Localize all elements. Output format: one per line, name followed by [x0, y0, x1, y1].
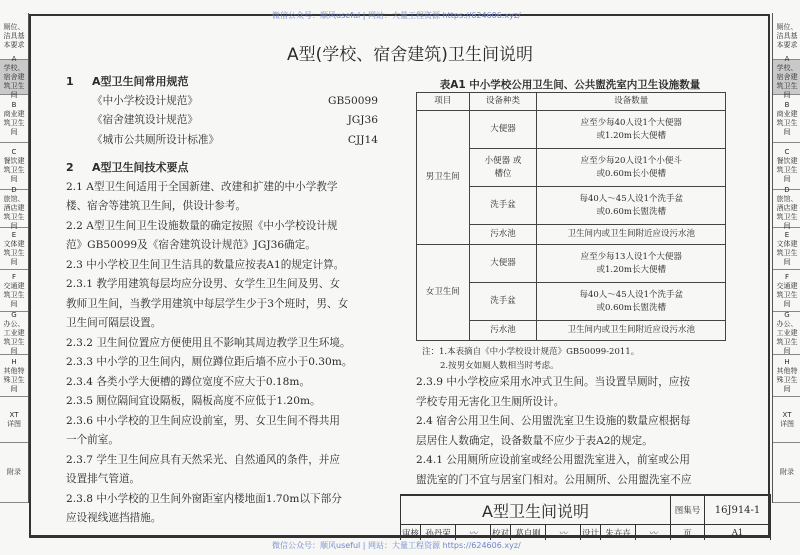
quantity-line: 或0.60m长盥洗槽 [596, 206, 666, 217]
sidebar-item-label: 附录 [780, 468, 794, 476]
check-label: 校对 [491, 525, 511, 540]
page-label: 页 [671, 525, 705, 540]
equipment-quantity [537, 111, 726, 149]
table-notes [422, 345, 639, 373]
equipment-type [469, 283, 537, 321]
sidebar-item-h-8[interactable] [773, 355, 800, 397]
equipment-type [469, 321, 537, 341]
equipment-quantity [537, 225, 726, 245]
sidebar-item-code: B [11, 100, 17, 109]
sidebar-item-label: 餐饮建筑卫生间 [3, 157, 25, 183]
equipment-type [469, 111, 537, 149]
text-line: 卫生间可隔层设置。 [66, 317, 162, 329]
sidebar-item-code: E [784, 230, 790, 239]
standard-item [66, 131, 378, 151]
table-header-row [417, 93, 726, 111]
text-line: 2.3.7 学生卫生间应具有天然采光、自然通风的条件，并应 [66, 453, 340, 466]
sidebar-item-a-1[interactable] [0, 54, 28, 99]
sidebar-item-code: F [784, 272, 790, 281]
sidebar-item-x-0[interactable] [0, 13, 28, 60]
page-number: A1 [705, 525, 771, 540]
equipment-quantity [537, 321, 726, 341]
sidebar-item-e-5[interactable] [773, 228, 800, 270]
designer-signature: 〰 [636, 525, 671, 540]
text-line: 一个前室。 [66, 434, 119, 446]
sidebar-item-label: 交通建筑卫生间 [3, 281, 25, 308]
group-name: 女卫生间 [417, 245, 470, 341]
sidebar-item-code: C [11, 148, 17, 156]
sidebar-item-label: 文体建筑卫生间 [776, 239, 798, 266]
text-line: 教师卫生间，当教学用建筑中每层学生少于3个班时，男、女 [66, 297, 349, 310]
text-line: 2.3.8 中小学校的卫生间外窗距室内楼地面1.70m以下部分 [66, 492, 342, 505]
table-header: 项目 [417, 93, 470, 111]
sidebar-item-label: 旅馆、酒店建筑卫生间 [3, 195, 25, 230]
quantity-line: 应至少每20人设1个小便斗 [580, 155, 682, 166]
drawing-title: A型卫生间说明 [401, 496, 671, 524]
sidebar-item-code: D [11, 186, 17, 194]
sidebar-item-g-7[interactable] [773, 312, 800, 355]
sidebar-item-code: XT [9, 410, 19, 419]
section-2-continued [416, 373, 728, 490]
sidebar-item-d-4[interactable] [0, 186, 28, 230]
standard-item [66, 111, 378, 131]
sidebar-item-c-3[interactable] [0, 143, 28, 190]
table-header: 设备数量 [537, 93, 726, 111]
group-name: 男卫生间 [417, 111, 470, 245]
sidebar-item-label: 商业建筑卫生间 [776, 109, 798, 136]
text-line: 2.3.9 中小学校应采用水冲式卫生间。当设置旱厕时，应按 [416, 376, 690, 388]
sidebar-item-code: H [784, 357, 790, 366]
sidebar-item-code: D [784, 186, 790, 194]
sidebar-item-e-5[interactable] [0, 228, 28, 270]
design-label: 设计 [581, 525, 601, 540]
reviewer-signature: 〰 [456, 525, 491, 540]
sidebar-item-label: 附录 [7, 468, 21, 476]
sidebar-item-b-2[interactable] [773, 95, 800, 143]
equipment-quantity [537, 245, 726, 283]
checker-name: 葛自刚 [511, 525, 546, 540]
text-line: 2.2 A型卫生间卫生设施数量的确定按照《中小学校设计规 [66, 219, 338, 232]
text-line: 层居住人数确定，设备数量不应少于表A2的规定。 [416, 434, 653, 447]
page-title: A型(学校、宿舍建筑)卫生间说明 [287, 45, 533, 65]
sidebar-item-x-10[interactable] [0, 443, 28, 503]
equipment-type-text: 洗手盆 [490, 200, 516, 210]
table-row [417, 245, 726, 283]
equipment-type [469, 225, 537, 245]
sidebar-item-d-4[interactable] [773, 186, 800, 230]
sidebar-item-code: E [11, 230, 17, 239]
sidebar-item-h-8[interactable] [0, 355, 28, 397]
sidebar-item-f-6[interactable] [773, 270, 800, 312]
equipment-quantity [537, 187, 726, 225]
text-line: 2.3.1 教学用建筑每层均应分设男、女学生卫生间及男、女 [66, 278, 340, 290]
sidebar-item-a-1[interactable] [773, 54, 800, 99]
sidebar-item-label: 办公、工业建筑卫生间 [3, 319, 25, 355]
text-line: 2.3.2 卫生间位置应方便使用且不影响其周边教学卫生环境。 [66, 336, 351, 349]
standard-name: 《宿舍建筑设计规范》 [92, 114, 198, 126]
sidebar-item-label: 文体建筑卫生间 [3, 239, 25, 266]
standard-code: JGJ36 [347, 114, 378, 126]
sidebar-left [0, 13, 29, 503]
section-1 [66, 72, 378, 150]
text-line: 2.3.5 厕位隔间宜设隔板，隔板高度不应低于1.20m。 [66, 395, 321, 407]
equipment-type-text: 污水池 [490, 325, 516, 335]
facilities-table [416, 92, 726, 341]
equipment-type-text: 大便器 [490, 258, 516, 268]
text-line: 盥洗室的门不宜与居室门相对。公用厕所、公用盥洗室不应 [416, 473, 692, 486]
watermark-top: 微信公众号：顺风useful | 网站：大量工程资源 https://624606.xyz/ [272, 11, 521, 20]
sidebar-item-label: 办公、工业建筑卫生间 [776, 319, 798, 355]
sidebar-item-code: G [784, 310, 790, 319]
quantity-line: 卫生间内或卫生间附近应设污水池 [567, 325, 695, 335]
sidebar-item-label: 交通建筑卫生间 [776, 281, 798, 308]
sidebar-item-xt-9[interactable] [773, 397, 800, 443]
text-line: 2.1 A型卫生间适用于全国新建、改建和扩建的中小学教学 [66, 180, 338, 193]
quantity-line: 每40人～45人设1个洗手盆 [579, 289, 684, 300]
quantity-line: 或0.60m长小便槽 [596, 168, 666, 179]
text-line: 2.3 中小学校卫生间卫生洁具的数量应按表A1的规定计算。 [66, 258, 345, 271]
sidebar-item-code: G [11, 310, 17, 319]
quantity-line: 每40人～45人设1个洗手盆 [579, 193, 684, 204]
text-line: 2.3.4 各类小学大便槽的蹲位宽度不应大于0.18m。 [66, 375, 311, 388]
sidebar-item-code: A [784, 54, 790, 63]
designer-name: 朱卉卉 [601, 525, 636, 540]
text-line: 2.3.6 中小学校的卫生间应设前室，男、女卫生间不得共用 [66, 414, 340, 427]
quantity-line: 应至少每40人设1个大便器 [580, 117, 682, 128]
sidebar-item-label: 餐饮建筑卫生间 [776, 157, 798, 183]
review-label: 审核 [401, 525, 421, 540]
title-block [400, 494, 771, 540]
sidebar-item-label: 商业建筑卫生间 [3, 109, 25, 136]
sidebar-item-label: 学校、宿舍建筑卫生间 [3, 63, 25, 99]
checker-signature: 〰 [546, 525, 581, 540]
equipment-quantity [537, 283, 726, 321]
atlas-label: 图集号 [671, 496, 705, 524]
text-line: 范》GB50099及《宿舍建筑设计规范》JGJ36确定。 [66, 239, 316, 251]
sidebar-item-c-3[interactable] [773, 143, 800, 190]
sidebar-item-x-10[interactable] [773, 443, 800, 503]
sidebar-item-label: 其他特殊卫生间 [776, 366, 798, 393]
standard-item [66, 92, 378, 112]
sidebar-item-code: B [784, 100, 790, 109]
equipment-type-text: 小便器 或槽位 [484, 155, 522, 179]
quantity-line: 或1.20m长大便槽 [596, 130, 666, 141]
sidebar-item-code: XT [782, 410, 792, 419]
sidebar-item-code: H [11, 357, 17, 366]
sidebar-item-label: 其他特殊卫生间 [3, 366, 25, 393]
table-caption: 表A1 中小学校公用卫生间、公共盥洗室内卫生设施数量 [439, 79, 701, 91]
sidebar-item-label: 厕位、洁具基本要求 [3, 22, 25, 49]
quantity-line: 应至少每13人设1个大便器 [580, 251, 682, 262]
atlas-number: 16J914-1 [705, 496, 771, 524]
section-2-heading: 2 A型卫生间技术要点 [66, 161, 189, 174]
sidebar-item-code: A [11, 54, 17, 63]
sidebar-item-code: F [11, 272, 17, 281]
text-line: 2.3.3 中小学的卫生间内，厕位蹲位距后墙不应小于0.30m。 [66, 356, 353, 368]
sidebar-item-code: C [784, 148, 790, 156]
section-2 [66, 158, 378, 529]
sidebar-item-label: 厕位、洁具基本要求 [776, 22, 798, 49]
equipment-type-text: 大便器 [490, 124, 516, 134]
reviewer-name: 孙丹荣 [421, 525, 456, 540]
standard-code: GB50099 [328, 94, 378, 107]
text-line: 2.4 宿舍公用卫生间、公用盥洗室卫生设施的数量应根据每 [416, 415, 691, 427]
sidebar-item-g-7[interactable] [0, 312, 28, 355]
text-line: 设置排气管道。 [66, 473, 141, 485]
standard-name: 《城市公共厕所设计标准》 [92, 133, 220, 146]
sidebar-item-label: 旅馆、酒店建筑卫生间 [776, 195, 798, 230]
equipment-type-text: 污水池 [490, 229, 516, 239]
standard-code: CJJ14 [347, 133, 378, 146]
note-line: 注：1.本表摘自《中小学校设计规范》GB50099-2011。 [422, 347, 640, 357]
equipment-quantity [537, 149, 726, 187]
text-line: 应设视线遮挡措施。 [66, 512, 162, 524]
equipment-type-text: 洗手盆 [490, 296, 516, 306]
watermark-bottom: 微信公众号：顺风useful | 网站：大量工程资源 https://624606.xyz/ [272, 541, 521, 550]
equipment-type [469, 149, 537, 187]
sidebar-item-label: 详图 [7, 419, 21, 428]
equipment-type [469, 187, 537, 225]
table-row [417, 111, 726, 149]
table-header: 设备种类 [469, 93, 537, 111]
sidebar-item-xt-9[interactable] [0, 397, 28, 443]
section-1-heading: 1 A型卫生间常用规范 [66, 75, 189, 88]
sidebar-item-label: 学校、宿舍建筑卫生间 [776, 63, 798, 99]
text-line: 2.4.1 公用厕所应设前室或经公用盥洗室进入，前室或公用 [416, 454, 690, 466]
quantity-line: 或0.60m长盥洗槽 [596, 302, 666, 313]
sidebar-item-label: 详图 [780, 419, 794, 428]
quantity-line: 卫生间内或卫生间附近应设污水池 [567, 229, 695, 239]
note-line: 2.按男女如厕人数相当时考虑。 [440, 361, 559, 371]
sidebar-item-f-6[interactable] [0, 270, 28, 312]
equipment-type [469, 245, 537, 283]
text-line: 学校专用无害化卫生厕所设计。 [416, 395, 565, 408]
sidebar-item-b-2[interactable] [0, 95, 28, 143]
text-line: 楼、宿舍等建筑卫生间，供设计参考。 [66, 200, 247, 212]
sidebar-right [772, 13, 800, 503]
standard-name: 《中小学校设计规范》 [92, 94, 198, 107]
quantity-line: 或1.20m长大便槽 [596, 264, 666, 275]
sidebar-item-x-0[interactable] [773, 13, 800, 60]
